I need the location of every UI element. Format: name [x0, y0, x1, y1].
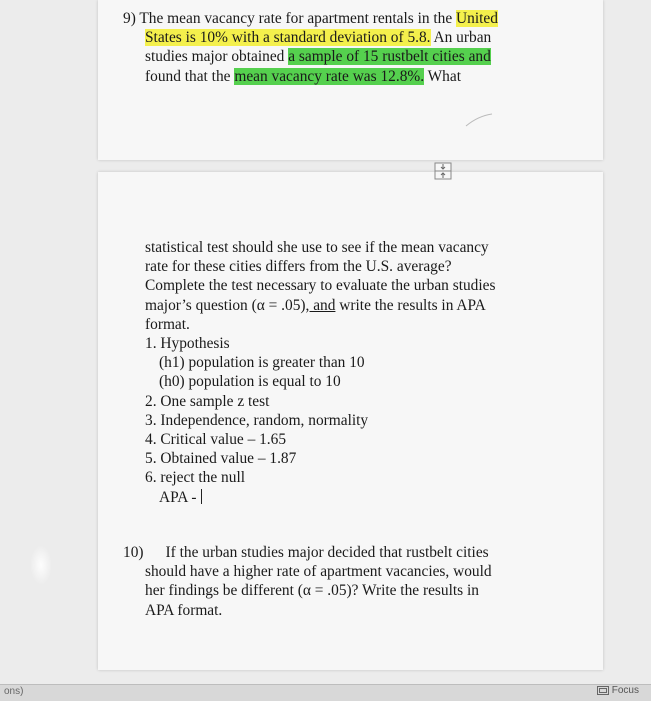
list-item: 3. Independence, random, normality	[145, 411, 369, 429]
question-number: 10)	[123, 544, 144, 561]
list-item: 2. One sample z test	[145, 392, 270, 410]
answer-list[interactable]	[145, 334, 368, 507]
question-number: 9)	[123, 10, 136, 27]
focus-label: Focus	[611, 685, 639, 696]
list-item: (h0) population is equal to 10	[159, 373, 341, 391]
question-10: 10) If the urban studies major decided that rustbelt cities should have a higher rate of apartment vacancies, would her findings be different (α = .05)? Write the results in APA format.	[123, 544, 492, 619]
status-left-text: ons)	[4, 686, 24, 697]
question-9-continued: statistical test should she use to see if the mean vacancy rate for these cities differs from the U.S. average? Complete the test necessary to evaluate the urban studies major’s question (α = .05), and write the results in APA format.	[145, 239, 496, 333]
page-break-icon[interactable]	[433, 161, 453, 181]
list-item: 5. Obtained value – 1.87	[145, 450, 297, 468]
list-item: APA -	[159, 488, 197, 506]
list-item: 6. reject the null	[145, 469, 246, 487]
focus-icon	[597, 686, 609, 695]
screen-glare	[30, 545, 52, 585]
list-item: 4. Critical value – 1.65	[145, 431, 287, 449]
status-bar	[0, 684, 651, 701]
list-item: 1. Hypothesis	[145, 335, 230, 352]
focus-button[interactable]	[597, 685, 639, 696]
question-9-intro: 9) The mean vacancy rate for apartment rentals in the United States is 10% with a standard deviation of 5.8. An urban studies major obtained a sample of 15 rustbelt cities and found that the mean vacancy rate was 12.8%. What	[123, 10, 498, 85]
list-item: (h1) population is greater than 10	[159, 354, 365, 372]
pointer-mark	[464, 110, 494, 130]
text-cursor	[201, 489, 202, 504]
